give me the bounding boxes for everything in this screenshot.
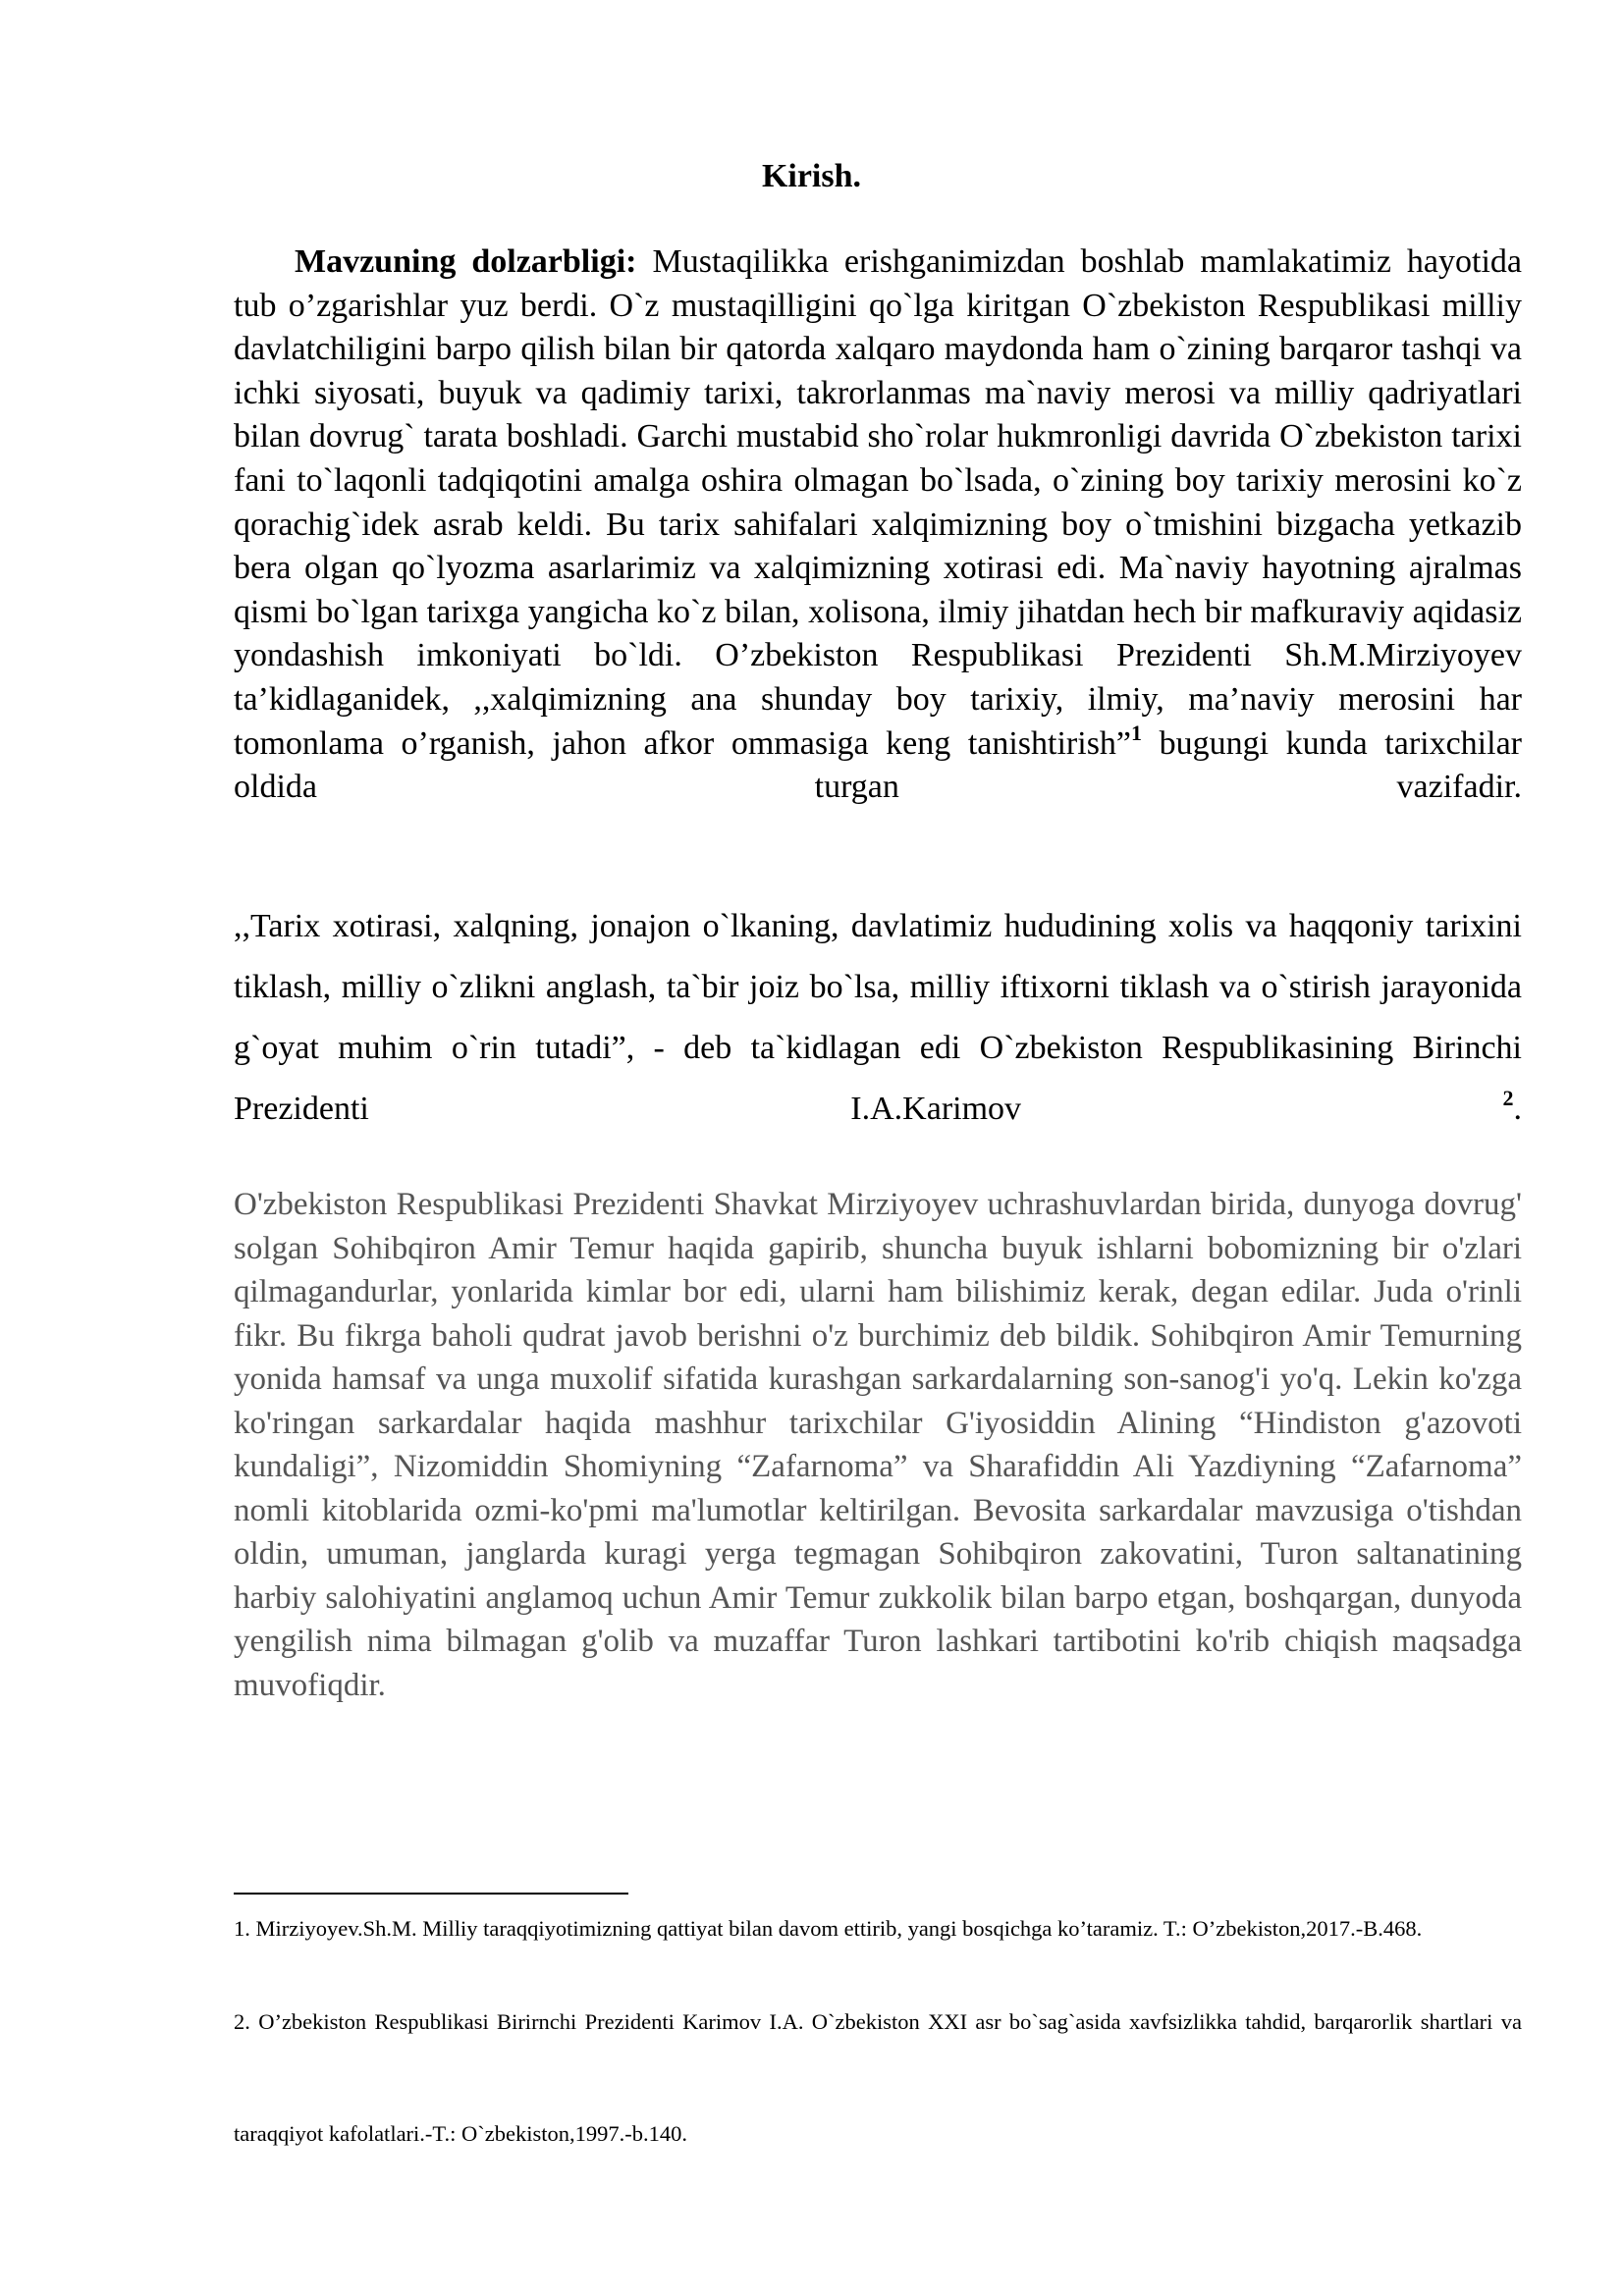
footnote-2-continued: taraqqiyot kafolatlari.-T.: O`zbekiston,1997.-b.140.: [234, 2121, 687, 2146]
footnote-ref-2: 2: [1502, 1086, 1514, 1110]
intro-paragraph: [234, 240, 1522, 810]
intro-text: Mustaqilikka erishganimizdan boshlab mamlakatimiz hayotida tub o’zgarishlar yuz berdi. O`z mustaqilligini qo`lga kiritgan O`zbekiston Respublikasi milliy davlatchiligini barpo qilish bilan bir qatorda xalqaro maydonda ham o`zining barqaror tashqi va ichki siyosati, buyuk va qadimiy tarixi, takrorlanmas ma`naviy merosi va milliy qadriyatlari bilan dovrug` tarata boshladi. Garchi mustabid sho`rolar hukmronligi davrida O`zbekiston tarixi fani to`laqonli tadqiqotini amalga oshira olmagan bo`lsada, o`zining boy tarixiy merosini ko`z qorachig`idek asrab keldi. Bu tarix sahifalari xalqimizning boy o`tmishini bizgacha yetkazib bera olgan qo`lyozma asarlarimiz va xalqimizning xotirasi edi. Ma`naviy hayotning ajralmas qismi bo`lgan tarixga yangicha ko`z bilan, xolisona, ilmiy jihatdan hech bir mafkuraviy aqidasiz yondashish imkoniyati bo`ldi. O’zbekiston Respublikasi Prezidenti Sh.M.Mirziyoyev ta’kidlaganidek, ,,xalqimizning ana shunday boy tarixiy, ilmiy, ma’naviy merosini har tomonlama o’rganish, jahon afkor ommasiga keng tanishtirish”: [234, 243, 1522, 762]
footnote-separator: [234, 1893, 628, 1895]
body-paragraph: O'zbekiston Respublikasi Prezidenti Shavkat Mirziyoyev uchrashuvlardan birida, dunyoga dovrug' solgan Sohibqiron Amir Temur haqida gapirib, shuncha buyuk ishlarni bobomizning bir o'zlari qilmagandurlar, yonlarida kimlar bor edi, ularni ham bilishimiz kerak, degan edilar. Juda o'rinli fikr. Bu fikrga baholi qudrat javob berishni o'z burchimiz deb bildik. Sohibqiron Amir Temurning yonida hamsaf va unga muxolif sifatida kurashgan sarkardalarning son-sanog'i yo'q. Lekin ko'zga ko'ringan sarkardalar haqida mashhur tarixchilar G'iyosiddin Alining “Hindiston g'azovoti kundaligi”, Nizomiddin Shomiyning “Zafarnoma” va Sharafiddin Ali Yazdiyning “Zafarnoma” nomli kitoblarida ozmi-ko'pmi ma'lumotlar keltirilgan. Bevosita sarkardalar mavzusiga o'tishdan oldin, umuman, janglarda kuragi yerga tegmagan Sohibqiron zakovatini, Turon saltanatining harbiy salohiyatini anglamoq uchun Amir Temur zukkolik bilan barpo etgan, boshqargan, dunyoda yengilish nima bilmagan g'olib va muzaffar Turon lashkari tartibotini ko'rib chiqish maqsadga muvofiqdir.: [234, 1187, 1522, 1703]
intro-text-end: bugungi kunda tarixchilar oldida turgan vazifadir.: [234, 724, 1522, 806]
footnote-1: 1. Mirziyoyev.Sh.M. Milliy taraqqiyotimizning qattiyat bilan davom ettirib, yangi bosqichga ko’taramiz. T.: O’zbekiston,2017.-B.468.: [234, 1916, 1423, 1941]
quote-end: .: [1513, 1091, 1523, 1127]
quote-text: ,,Tarix xotirasi, xalqning, jonajon o`lkaning, davlatimiz hududining xolis va haqqoniy tarixini tiklash, milliy o`zlikni anglash, ta`bir joiz bo`lsa, milliy iftixorni tiklash va o`stirish jarayonida g`oyat muhim o`rin tutadi”, - deb ta`kidlagan edi O`zbekiston Respublikasining Birinchi Prezidenti I.A.Karimov: [234, 908, 1522, 1127]
footnote-ref-1: 1: [1131, 720, 1143, 745]
footnote-2: 2. O’zbekiston Respublikasi Birirnchi Prezidenti Karimov I.A. O`zbekiston XXI asr bo`sag`asida xavfsizlikka tahdid, barqarorlik shartlari va: [234, 2009, 1522, 2034]
page-title: Kirish.: [761, 158, 862, 194]
quote-paragraph: [234, 896, 1522, 1140]
intro-lead: Mavzuning dolzarbligi:: [295, 243, 637, 280]
